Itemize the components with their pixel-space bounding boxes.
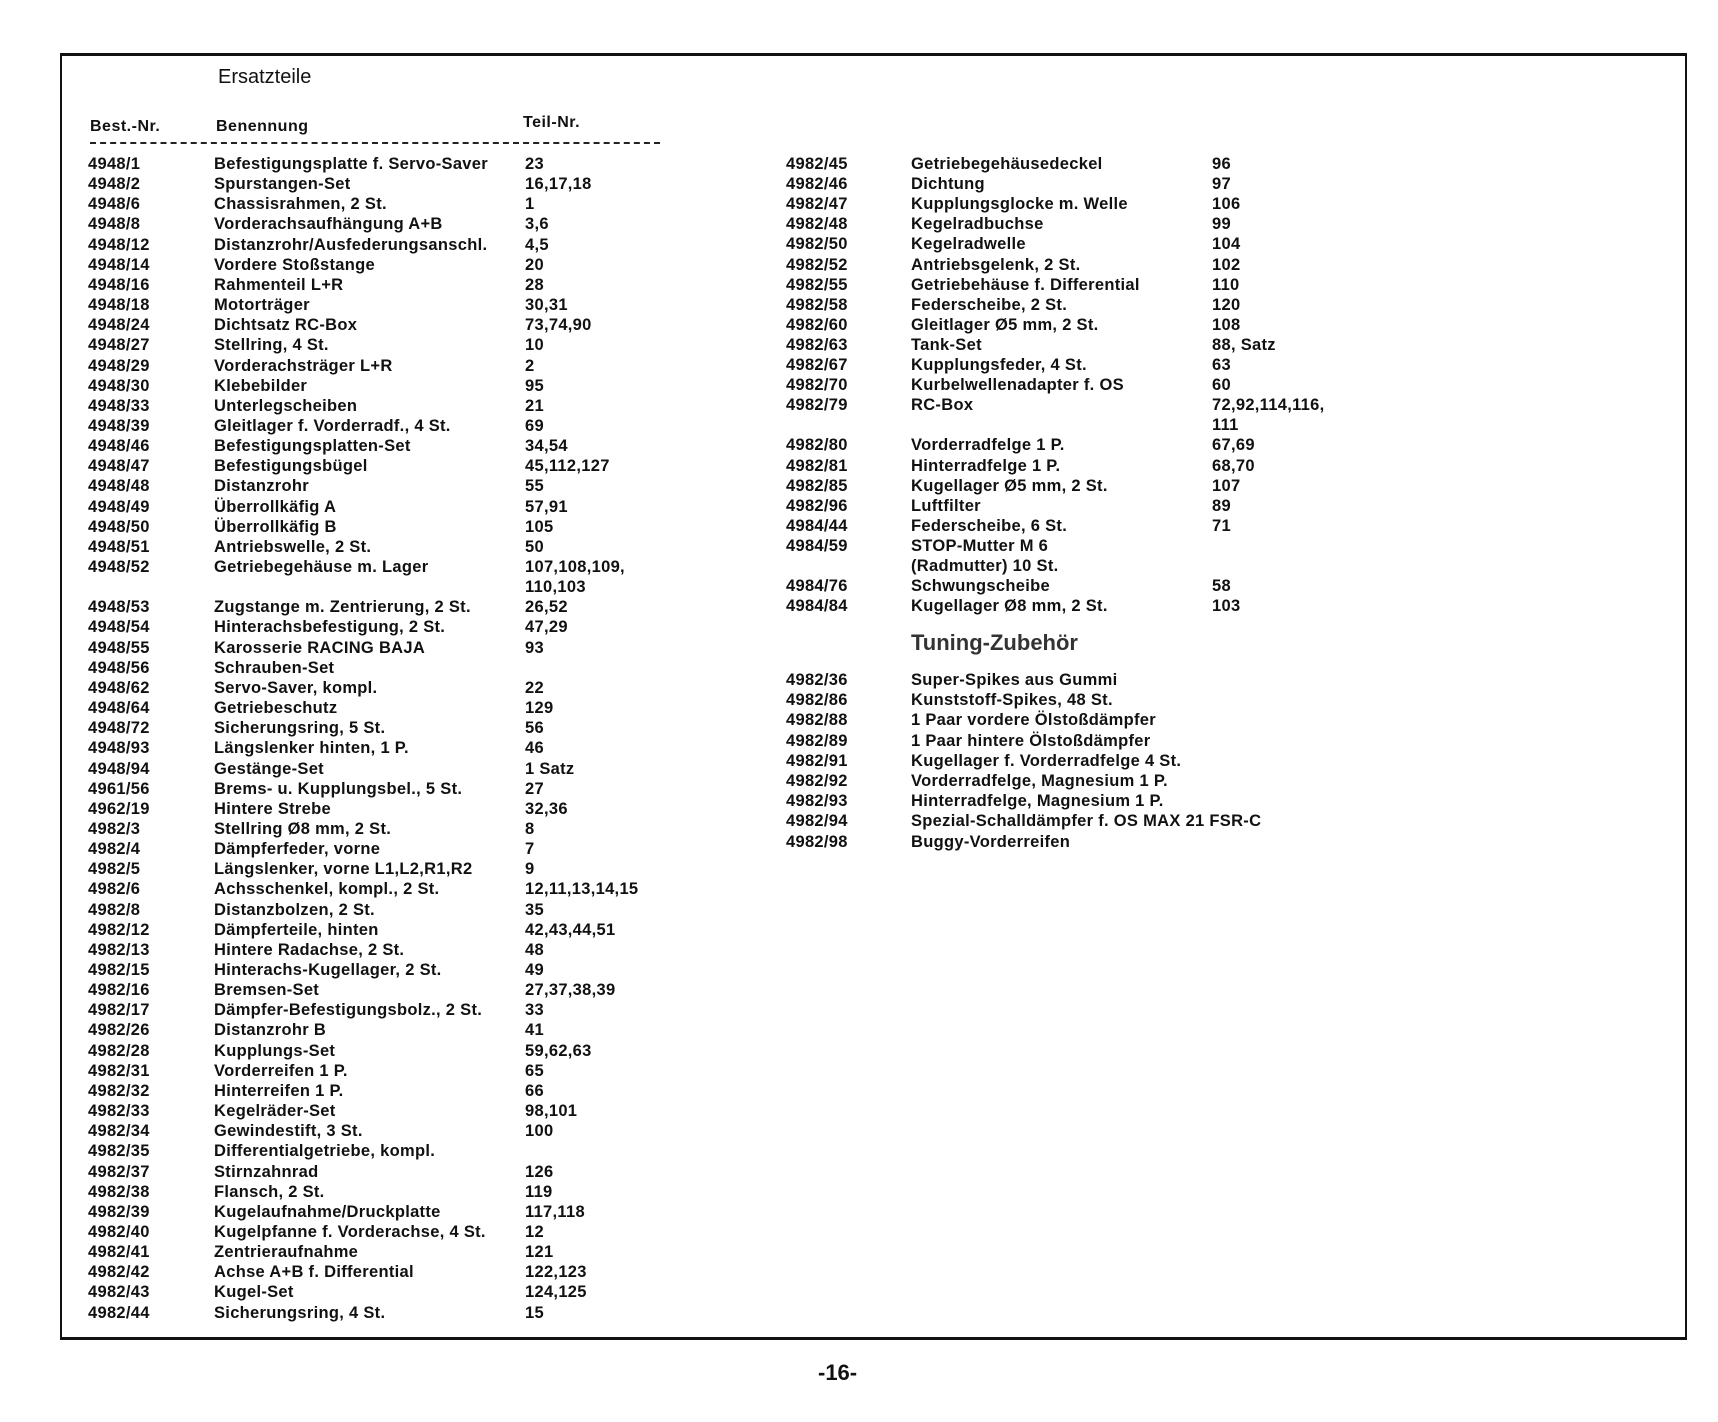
part-number: 4982/38 xyxy=(88,1182,150,1201)
part-name: Stellring, 4 St. xyxy=(214,336,329,355)
part-number: 4982/33 xyxy=(88,1102,150,1121)
item-number: 4,5 xyxy=(525,235,549,254)
part-name: Dämpfer-Befestigungsbolz., 2 St. xyxy=(214,1001,483,1020)
part-number: 4982/42 xyxy=(88,1263,150,1282)
item-number: 50 xyxy=(525,537,544,556)
part-number: 4948/51 xyxy=(88,537,150,556)
part-number: 4982/60 xyxy=(786,315,848,334)
part-name: Getriebegehäusedeckel xyxy=(911,155,1103,173)
item-number: 120 xyxy=(1212,295,1241,314)
part-number: 4982/98 xyxy=(786,832,848,851)
part-number: 4982/81 xyxy=(786,456,848,475)
item-number: 1 xyxy=(525,195,535,214)
part-number: 4948/2 xyxy=(88,175,141,194)
part-number: 4982/46 xyxy=(786,175,848,194)
item-number: 121 xyxy=(525,1243,554,1262)
item-number: 104 xyxy=(1212,235,1241,254)
part-number: 4948/55 xyxy=(88,638,150,657)
part-name: Kurbelwellenadapter f. OS xyxy=(911,376,1124,395)
part-number: 4948/29 xyxy=(88,356,150,375)
item-number: 124,125 xyxy=(525,1283,587,1302)
part-number: 4948/30 xyxy=(88,376,150,395)
part-name: Befestigungsbügel xyxy=(214,457,368,476)
tuning-heading: Tuning-Zubehör xyxy=(911,630,1078,655)
part-name: Kupplungsglocke m. Welle xyxy=(911,195,1128,214)
part-number: 4982/67 xyxy=(786,356,848,374)
part-name: Überrollkäfig A xyxy=(214,497,337,516)
part-name: Kunststoff-Spikes, 48 St. xyxy=(911,691,1113,710)
item-number: 68,70 xyxy=(1212,456,1255,475)
part-number: 4982/80 xyxy=(786,436,848,455)
part-number: 4948/50 xyxy=(88,517,150,536)
part-number: 4948/47 xyxy=(88,457,150,476)
part-name: Differentialgetriebe, kompl. xyxy=(214,1142,436,1161)
item-number: 23 xyxy=(525,155,544,173)
part-number: 4948/6 xyxy=(88,195,141,214)
part-name: Flansch, 2 St. xyxy=(214,1182,325,1201)
part-name: Spezial-Schalldämpfer f. OS MAX 21 FSR-C xyxy=(911,812,1262,831)
part-name: Längslenker hinten, 1 P. xyxy=(214,739,409,758)
part-number: 4984/59 xyxy=(786,536,848,555)
part-number: 4961/56 xyxy=(88,779,150,798)
part-number: 4948/56 xyxy=(88,658,150,677)
part-name: Tank-Set xyxy=(911,335,982,354)
item-number: 49 xyxy=(525,961,544,979)
item-number: 119 xyxy=(525,1182,553,1201)
part-name: Getriebehäuse f. Differential xyxy=(911,275,1140,294)
item-number: 42,43,44,51 xyxy=(525,920,616,939)
part-number: 4982/47 xyxy=(786,195,848,214)
part-name: Klebebilder xyxy=(214,376,308,395)
part-number: 4984/44 xyxy=(786,516,848,535)
part-number: 4982/55 xyxy=(786,275,848,294)
item-number: 33 xyxy=(525,1001,544,1020)
item-number: 97 xyxy=(1212,175,1231,194)
part-number: 4982/31 xyxy=(88,1061,150,1080)
item-number: 12,11,13,14,15 xyxy=(525,880,639,899)
item-number: 98,101 xyxy=(525,1102,578,1121)
part-name: 1 Paar vordere Ölstoßdämpfer xyxy=(911,711,1156,730)
item-number: 30,31 xyxy=(525,296,568,315)
part-number: 4982/44 xyxy=(88,1303,150,1322)
page-number: -16- xyxy=(818,1360,858,1385)
item-number: 105 xyxy=(525,517,554,536)
item-number: 107 xyxy=(1212,476,1241,495)
item-number: 21 xyxy=(525,396,544,415)
part-number: 4984/84 xyxy=(786,597,848,616)
part-name: Distanzrohr/Ausfederungsanschl. xyxy=(214,235,488,254)
item-number: 129 xyxy=(525,699,554,718)
part-number: 4948/94 xyxy=(88,759,150,778)
part-name: Antriebsgelenk, 2 St. xyxy=(911,255,1081,274)
part-name: Gleitlager f. Vorderradf., 4 St. xyxy=(214,416,451,435)
item-number: 57,91 xyxy=(525,497,568,516)
part-number: 4982/6 xyxy=(88,880,141,899)
part-name: Kegelräder-Set xyxy=(214,1102,336,1121)
item-number: 3,6 xyxy=(525,215,549,234)
part-name: Überrollkäfig B xyxy=(214,517,337,536)
part-number: 4948/93 xyxy=(88,739,150,758)
part-name: Gleitlager Ø5 mm, 2 St. xyxy=(911,315,1099,334)
item-number: 2 xyxy=(525,356,535,375)
item-number: 34,54 xyxy=(525,437,568,456)
part-name: Befestigungsplatten-Set xyxy=(214,437,411,456)
part-name: Antriebswelle, 2 St. xyxy=(214,537,372,556)
part-number: 4948/1 xyxy=(88,155,141,173)
item-number: 65 xyxy=(525,1061,544,1080)
part-number: 4982/13 xyxy=(88,940,150,959)
part-name: Super-Spikes aus Gummi xyxy=(911,671,1118,689)
part-name: Kugel-Set xyxy=(214,1283,294,1302)
item-number: 108 xyxy=(1212,315,1241,334)
item-number: 47,29 xyxy=(525,618,568,637)
part-name: Brems- u. Kupplungsbel., 5 St. xyxy=(214,779,463,798)
part-number: 4982/89 xyxy=(786,731,848,750)
part-number: 4982/94 xyxy=(786,812,848,831)
part-name: Hinterreifen 1 P. xyxy=(214,1081,344,1100)
part-name: Gewindestift, 3 St. xyxy=(214,1122,363,1141)
item-number: 46 xyxy=(525,739,544,758)
part-number: 4948/33 xyxy=(88,396,150,415)
part-number: 4982/16 xyxy=(88,981,150,1000)
part-number: 4982/12 xyxy=(88,920,150,939)
item-number: 66 xyxy=(525,1081,544,1100)
part-number: 4948/49 xyxy=(88,497,150,516)
part-name: Dämpferfeder, vorne xyxy=(214,840,381,859)
part-number: 4982/32 xyxy=(88,1081,150,1100)
part-number: 4948/48 xyxy=(88,477,150,496)
part-number: 4982/88 xyxy=(786,711,848,730)
part-name: Distanzrohr B xyxy=(214,1021,327,1040)
part-name: Kegelradbuchse xyxy=(911,215,1044,234)
part-number: 4982/93 xyxy=(786,792,848,811)
item-number: 63 xyxy=(1212,356,1231,374)
part-name: STOP-Mutter M 6 xyxy=(911,536,1049,555)
part-number: 4982/63 xyxy=(786,335,848,354)
part-name: Hinterachsbefestigung, 2 St. xyxy=(214,618,446,637)
item-number: 55 xyxy=(525,477,544,496)
part-number: 4982/48 xyxy=(786,215,848,234)
item-number: 110,103 xyxy=(525,578,586,597)
part-number: 4948/12 xyxy=(88,235,150,254)
item-number: 67,69 xyxy=(1212,436,1255,455)
part-name: Zugstange m. Zentrierung, 2 St. xyxy=(214,598,471,617)
part-number: 4982/17 xyxy=(88,1001,150,1020)
item-number: 95 xyxy=(525,376,544,395)
part-number: 4982/86 xyxy=(786,691,848,710)
item-number: 41 xyxy=(525,1021,544,1040)
part-number: 4948/52 xyxy=(88,558,150,576)
part-name: Kugellager f. Vorderradfelge 4 St. xyxy=(911,751,1182,770)
part-name: Rahmenteil L+R xyxy=(214,275,344,294)
part-name: Getriebegehäuse m. Lager xyxy=(214,558,429,576)
part-number: 4982/91 xyxy=(786,751,848,770)
item-number: 20 xyxy=(525,255,544,274)
part-name: Kugelaufnahme/Druckplatte xyxy=(214,1202,441,1221)
item-number: 96 xyxy=(1212,155,1231,173)
item-number: 99 xyxy=(1212,215,1231,234)
part-number: 4982/45 xyxy=(786,155,848,173)
part-name: Luftfilter xyxy=(911,496,981,515)
part-number: 4984/76 xyxy=(786,577,848,596)
item-number: 106 xyxy=(1212,195,1241,214)
item-number: 73,74,90 xyxy=(525,316,592,335)
part-number: 4948/24 xyxy=(88,316,150,335)
item-number: 69 xyxy=(525,416,544,435)
part-name: Federscheibe, 6 St. xyxy=(911,516,1068,535)
part-name: Unterlegscheiben xyxy=(214,396,358,415)
item-number: 100 xyxy=(525,1122,554,1141)
part-number: 4948/46 xyxy=(88,437,150,456)
part-name: Distanzbolzen, 2 St. xyxy=(214,900,375,919)
item-number: 72,92,114,116, xyxy=(1212,396,1325,415)
part-name: Stirnzahnrad xyxy=(214,1162,319,1181)
part-name: Vorderreifen 1 P. xyxy=(214,1061,348,1080)
part-name: Buggy-Vorderreifen xyxy=(911,832,1071,851)
part-number: 4982/92 xyxy=(786,772,848,790)
part-name: Federscheibe, 2 St. xyxy=(911,295,1068,314)
item-number: 59,62,63 xyxy=(525,1041,592,1060)
item-number: 15 xyxy=(525,1303,544,1322)
part-name: Vorderachsträger L+R xyxy=(214,356,393,375)
part-name: Hinterachs-Kugellager, 2 St. xyxy=(214,961,442,979)
part-number: 4982/58 xyxy=(786,295,848,314)
part-name: Kugellager Ø8 mm, 2 St. xyxy=(911,597,1108,616)
part-number: 4982/70 xyxy=(786,376,848,395)
item-number: 8 xyxy=(525,819,535,838)
part-number: 4982/3 xyxy=(88,819,141,838)
part-name: Sicherungsring, 5 St. xyxy=(214,719,386,738)
item-number: 28 xyxy=(525,275,544,294)
part-name: RC-Box xyxy=(911,396,974,415)
part-name: Achsschenkel, kompl., 2 St. xyxy=(214,880,440,899)
part-number: 4948/14 xyxy=(88,255,150,274)
part-name: Chassisrahmen, 2 St. xyxy=(214,195,387,214)
part-name: Zentrieraufnahme xyxy=(214,1243,359,1262)
part-number: 4948/39 xyxy=(88,416,150,435)
item-number: 1 Satz xyxy=(525,759,575,778)
part-number: 4982/35 xyxy=(88,1142,150,1161)
item-number: 27,37,38,39 xyxy=(525,981,616,1000)
header-best-nr: Best.-Nr. xyxy=(90,118,161,135)
item-number: 60 xyxy=(1212,376,1231,395)
part-name: Vorderradfelge, Magnesium 1 P. xyxy=(911,772,1168,790)
part-number: 4948/54 xyxy=(88,618,150,637)
part-number: 4982/15 xyxy=(88,961,150,979)
part-name: Hintere Strebe xyxy=(214,799,331,818)
part-name: Spurstangen-Set xyxy=(214,175,351,194)
item-number: 26,52 xyxy=(525,598,568,617)
part-name: (Radmutter) 10 St. xyxy=(911,557,1059,575)
part-number: 4948/18 xyxy=(88,296,150,315)
item-number: 88, Satz xyxy=(1212,335,1276,354)
part-number: 4982/37 xyxy=(88,1162,150,1181)
part-number: 4962/19 xyxy=(88,799,150,818)
part-name: Bremsen-Set xyxy=(214,981,320,1000)
item-number: 58 xyxy=(1212,577,1231,596)
part-name: Längslenker, vorne L1,L2,R1,R2 xyxy=(214,860,473,879)
part-number: 4982/39 xyxy=(88,1202,150,1221)
part-name: Stellring Ø8 mm, 2 St. xyxy=(214,819,392,838)
part-name: Motorträger xyxy=(214,296,310,315)
item-number: 117,118 xyxy=(525,1202,585,1221)
part-name: Getriebeschutz xyxy=(214,699,338,718)
part-name: Hinterradfelge, Magnesium 1 P. xyxy=(911,792,1164,811)
page-title: Ersatzteile xyxy=(218,66,312,88)
item-number: 27 xyxy=(525,779,544,798)
part-name: Hinterradfelge 1 P. xyxy=(911,456,1061,475)
item-number: 16,17,18 xyxy=(525,175,592,194)
item-number: 93 xyxy=(525,638,544,657)
part-name: Distanzrohr xyxy=(214,477,309,496)
part-number: 4948/8 xyxy=(88,215,141,234)
part-name: Kupplungs-Set xyxy=(214,1041,336,1060)
part-number: 4982/36 xyxy=(786,671,848,689)
item-number: 107,108,109, xyxy=(525,558,625,576)
part-number: 4982/4 xyxy=(88,840,141,859)
header-teil-nr: Teil-Nr. xyxy=(523,114,581,131)
part-name: Sicherungsring, 4 St. xyxy=(214,1303,386,1322)
item-number: 110 xyxy=(1212,275,1240,294)
part-name: Kupplungsfeder, 4 St. xyxy=(911,356,1087,374)
item-number: 102 xyxy=(1212,255,1241,274)
item-number: 71 xyxy=(1212,516,1231,535)
header-divider xyxy=(90,142,660,144)
item-number: 9 xyxy=(525,860,535,879)
part-name: Kugelpfanne f. Vorderachse, 4 St. xyxy=(214,1222,486,1241)
part-number: 4982/85 xyxy=(786,476,848,495)
part-number: 4982/43 xyxy=(88,1283,150,1302)
part-name: Kugellager Ø5 mm, 2 St. xyxy=(911,476,1108,495)
part-number: 4948/53 xyxy=(88,598,150,617)
part-number: 4948/64 xyxy=(88,699,150,718)
item-number: 111 xyxy=(1212,416,1239,435)
part-name: Vorderradfelge 1 P. xyxy=(911,436,1065,455)
item-number: 12 xyxy=(525,1222,544,1241)
part-number: 4982/8 xyxy=(88,900,141,919)
part-name: Kegelradwelle xyxy=(911,235,1026,254)
part-name: Servo-Saver, kompl. xyxy=(214,678,378,697)
item-number: 35 xyxy=(525,900,544,919)
part-name: Befestigungsplatte f. Servo-Saver xyxy=(214,155,488,173)
part-number: 4982/26 xyxy=(88,1021,150,1040)
part-name: Schwungscheibe xyxy=(911,577,1050,596)
item-number: 7 xyxy=(525,840,535,859)
item-number: 48 xyxy=(525,940,544,959)
part-name: Vordere Stoßstange xyxy=(214,255,375,274)
item-number: 89 xyxy=(1212,496,1231,515)
item-number: 122,123 xyxy=(525,1263,587,1282)
part-number: 4982/34 xyxy=(88,1122,150,1141)
item-number: 45,112,127 xyxy=(525,457,610,476)
part-number: 4982/41 xyxy=(88,1243,150,1262)
part-name: Gestänge-Set xyxy=(214,759,324,778)
part-number: 4982/50 xyxy=(786,235,848,254)
header-benennung: Benennung xyxy=(216,118,309,135)
part-number: 4982/52 xyxy=(786,255,848,274)
part-number: 4948/16 xyxy=(88,275,150,294)
part-number: 4982/5 xyxy=(88,860,141,879)
part-number: 4982/40 xyxy=(88,1222,150,1241)
item-number: 22 xyxy=(525,678,544,697)
part-number: 4948/27 xyxy=(88,336,150,355)
part-name: Achse A+B f. Differential xyxy=(214,1263,414,1282)
part-name: Dämpferteile, hinten xyxy=(214,920,379,939)
item-number: 103 xyxy=(1212,597,1241,616)
part-name: Dichtsatz RC-Box xyxy=(214,316,358,335)
part-name: Dichtung xyxy=(911,175,985,194)
part-name: Vorderachsaufhängung A+B xyxy=(214,215,443,234)
part-number: 4982/28 xyxy=(88,1041,150,1060)
part-number: 4982/79 xyxy=(786,396,848,415)
part-name: 1 Paar hintere Ölstoßdämpfer xyxy=(911,731,1151,750)
part-name: Schrauben-Set xyxy=(214,658,335,677)
part-name: Karosserie RACING BAJA xyxy=(214,638,426,657)
item-number: 10 xyxy=(525,336,544,355)
item-number: 56 xyxy=(525,719,544,738)
item-number: 126 xyxy=(525,1162,554,1181)
item-number: 32,36 xyxy=(525,799,568,818)
part-number: 4948/62 xyxy=(88,678,150,697)
part-number: 4982/96 xyxy=(786,496,848,515)
part-number: 4948/72 xyxy=(88,719,150,738)
part-name: Hintere Radachse, 2 St. xyxy=(214,940,405,959)
